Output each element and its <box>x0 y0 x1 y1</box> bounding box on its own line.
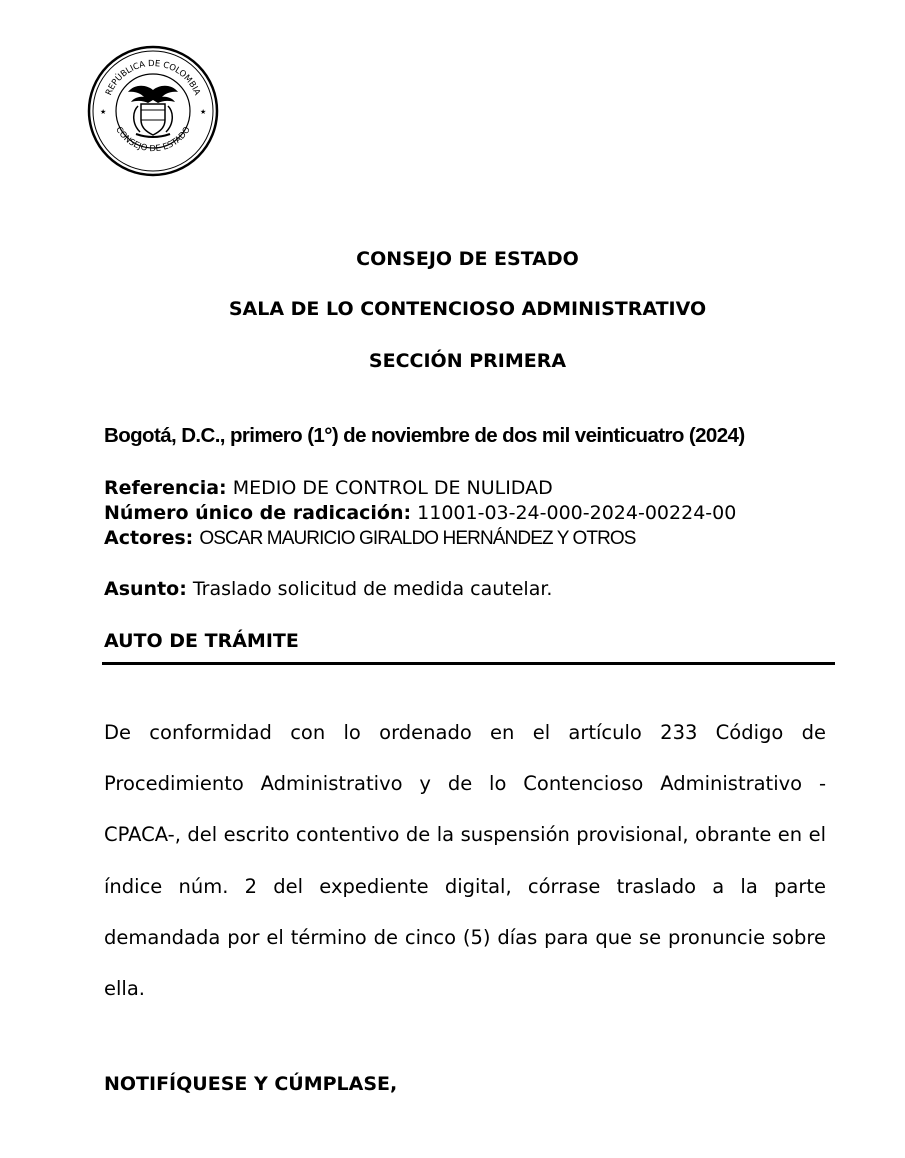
order-paragraph: De conformidad con lo ordenado en el artículo 233 Código de Procedimiento Administrativo y de lo Contencioso Administrativo -CPACA-, del escrito contentivo de la suspensión provisional, obrante en el índice núm. 2 del expediente digital, córrase traslado a la parte demandada por el término de cinco (5) días para que se pronuncie sobre ella. <box>104 721 826 1001</box>
court-name: CONSEJO DE ESTADO <box>356 248 579 270</box>
actors-line <box>104 527 636 550</box>
seal-bottom-text: CONSEJO DE ESTADO <box>113 125 193 155</box>
section-name: SECCIÓN PRIMERA <box>368 350 567 372</box>
subject-value: Traslado solicitud de medida cautelar. <box>192 578 553 600</box>
title-divider <box>102 662 835 665</box>
actors-label: Actores: <box>104 527 194 549</box>
filing-number-line <box>104 502 736 524</box>
filing-number-label: Número único de radicación: <box>104 502 412 524</box>
consejo-de-estado-seal <box>86 44 220 178</box>
subject-line <box>104 578 552 600</box>
document-date: Bogotá, D.C., primero (1°) de noviembre de dos mil veinticuatro (2024) <box>104 424 745 447</box>
filing-number-value: 11001-03-24-000-2024-00224-00 <box>417 502 737 524</box>
reference-label: Referencia: <box>104 477 227 499</box>
reference-value: MEDIO DE CONTROL DE NULIDAD <box>232 477 553 499</box>
closing-formula: NOTIFÍQUESE Y CÚMPLASE, <box>104 1073 398 1095</box>
subject-label: Asunto: <box>104 578 187 600</box>
chamber-name: SALA DE LO CONTENCIOSO ADMINISTRATIVO <box>228 298 707 320</box>
svg-text:★: ★ <box>100 108 107 116</box>
svg-text:★: ★ <box>200 108 207 116</box>
actors-value: OSCAR MAURICIO GIRALDO HERNÁNDEZ Y OTROS <box>199 528 636 549</box>
coat-of-arms-icon <box>128 86 178 137</box>
seal-top-text: REPÚBLICA DE COLOMBIA <box>104 58 202 97</box>
document-title: AUTO DE TRÁMITE <box>104 630 299 652</box>
reference-line <box>104 477 553 499</box>
